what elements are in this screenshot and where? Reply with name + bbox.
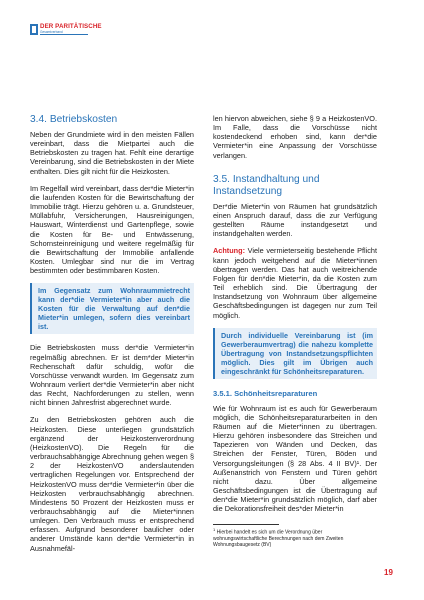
paragraph-heizkosten-continued: len hiervon abweichen, siehe § 9 a HeizkostenVO. Im Falle, dass die Vorschüsse nicht kostendeckend erhoben sind, kann der*die Vermieter*in eine Anpassung der Vorschüsse verlangen. [213,114,377,160]
paritaetische-logo [30,23,102,35]
subheading-schoenheitsreparaturen: 3.5.1. Schönheitsreparaturen [213,388,318,398]
paragraph-heizkosten: Zu den Betriebskosten gehören auch die Heizkosten. Diese unterliegen grundsätzlich ergänzend der Heizkostenverordnung (HeizkostenVO). Die Regeln für die verbrauchsabhängige Abrechnung gehen wegen § 2 der HeizkostenVO anderslautenden vertraglichen Regelungen vor. Entsprechend der HeizkostenVO muss der*die Vermieter*in über die Heizkosten verbrauchsabhängig abrechnen. Mindestens 50 Prozent der Heizkosten muss er verbrauchsabhängig auf die Mieter*innen umlegen. Den Verbrauch muss er entsprechend erfassen. Aufgrund besonderer baulicher oder anderer Umstände kann der*die Vermieter*in in Ausnahmefäl- [30,415,194,553]
paragraph-instandhaltung-anspruch: Der*die Mieter*in von Räumen hat grundsätzlich einen Anspruch darauf, dass die zur Verfügung gestellten Räume instandgesetzt und instandgehalten werden. [213,201,377,239]
logo-subtitle: Gesamtverband [40,30,63,34]
heading-betriebskosten: 3.4. Betriebskosten [30,114,118,125]
achtung-text: Viele vermieterseitig bestehende Pflicht kann jedoch weitgehend auf die Mieter*innen übertragen werden. Das hat auch weitreichende Folgen für den*die Mieter*in, da die Kosten zum Teil erheblich sind. Die Übertragung der Instandsetzung von Wohnraum über allgemeine Geschäftsbedingungen ist dagegen nur zum Teil möglich. [213,246,377,320]
logo-mark-icon [30,24,38,35]
paragraph-abrechnung: Die Betriebskosten muss der*die Vermieter*in regelmäßig abrechnen. Er ist dem*der Mieter*in Rechenschaft dafür schuldig, wofür die Vorschüsse verwandt wurden. Im Gegensatz zum Wohnraum verliert der*die Vermieter*in aber nicht das Recht, Nachforderungen zu stellen, wenn nicht binnen Jahresfrist abgerechnet wurde. [30,343,194,408]
left-column [30,114,194,561]
footnote-text: Hierbei handelt es sich um die Verordnung über wohnungswirtschaftliche Berechnungen nach dem Zweiten Wohnungsbaugesetz (BV) [213,529,344,549]
logo-name: DER PARITÄTISCHE [40,23,102,30]
paragraph-betriebskosten-intro: Neben der Grundmiete wird in den meisten Fällen vereinbart, dass die Mietpartei auch die Betriebskosten zu tragen hat. Fehlt eine derartige Vereinbarung, sind die Betriebskosten in der Miete enthalten. Dies gilt nicht für die Heizkosten. [30,130,194,176]
heading-instandhaltung: 3.5. Instandhaltung und Instandsetzung [213,173,320,197]
footnote-divider [213,524,279,525]
right-column [213,114,377,522]
callout-individuelle-vereinbarung: Durch individuelle Vereinbarung ist (im Gewerberaumvertrag) die nahezu komplette Übertragung von Instandsetzungspflichten möglich. Dies gilt im Übrigen auch eingeschränkt für Schönheitsreparaturen. [213,328,377,379]
paragraph-regelfall: Im Regelfall wird vereinbart, dass der*die Mieter*in die laufenden Kosten für die Bewirtschaftung der Immobilie trägt. Hierzu gehören u. a. Grundsteuer, Müllabfuhr, Versicherungen, Hausreinigungen, Hauswart, Winterdienst und Gartenpflege, sowie die Kosten für Be- und Entwässerung, Schornsteinreinigung und weitere regelmäßig für die Bewirtschaftung der Immobilie anfallende Kosten. Umlegbar sind nur die im Vertrag bestimmten oder bestimmbaren Kosten. [30,183,194,276]
logo-underline [40,34,88,35]
paragraph-schoenheitsreparaturen: Wie für Wohnraum ist es auch für Gewerberaum möglich, die Schönheitsreparaturarbeiten in den Räumen auf die Mieter*innen zu übertragen. Hierzu gehören insbesondere das Streichen und Tapezieren von Wänden und Decken, das Streichen der Fenster, Türen, Böden und Versorgungsleitungen (§ 28 Abs. 4 II BV)¹. Der Außenanstrich von Fenstern und Türen gehört nicht dazu. Über allgemeine Geschäftsbedingungen ist die Übertragung auf den*die Mieter*in grundsätzlich möglich, darf aber die Dekorationsfreiheit des*der Mieter*in [213,403,377,514]
callout-verwaltungskosten: Im Gegensatz zum Wohnraummietrecht kann der*die Vermieter*in aber auch die Kosten für die Verwaltung auf den*die Mieter*in umlegen, sofern dies vereinbart ist. [30,283,194,334]
paragraph-achtung [213,246,377,319]
page-number: 19 [384,568,393,577]
achtung-label: Achtung: [213,246,246,256]
footnote-number: 1 [213,527,216,532]
footnote [213,527,377,549]
